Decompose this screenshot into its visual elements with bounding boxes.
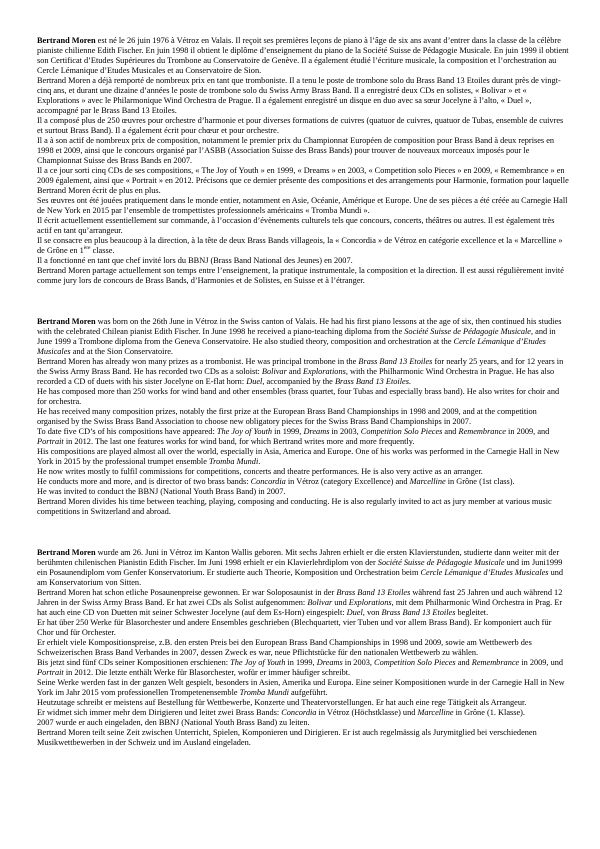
italic-text: Duel [246,377,263,386]
text-run: wurde am 26. Juni in Vétroz im Kanton Wallis geboren. Mit sechs Jahren erhielt er die ersten Klavierstunden, studierte dann weiter mit der berühmten chilenischen Pianistin Edith Fischer. Im Juni 1998 erhielt er ein Klavierlehrdiplom von der [37,548,560,567]
italic-text: Brass Band 13 Etoiles [381,608,456,617]
text-run: Bertrand Moren teilt seine Zeit zwischen Unterricht, Spielen, Komponieren und Dirigieren. Er ist auch regelmässig als Jurymitglied bei verschiedenen Musikwettbewerben in der Schweiz und im Ausland eingeladen. [37,728,537,747]
text-run: in 1999, [285,658,317,667]
italic-text: Bolivar [307,598,333,607]
paragraph [37,427,570,447]
text-run: Il a fonctionné en tant que chef invité lors du BBNJ (Brass Band National des Jeunes) en 2007. [37,256,353,265]
paragraph [37,487,570,497]
italic-text: Duel [346,608,363,617]
section-french [37,36,570,286]
paragraph [37,618,570,638]
text-run: in 1999, [272,427,304,436]
paragraph [37,467,570,477]
text-run: He conducts more and more, and is director of two brass bands: [37,477,251,486]
text-run: , and in June 1999 a Trombone diploma from the Geneva Conservatoire. He also studied theory, composition and orchestration at the [37,327,556,346]
bold-text: Bertrand Moren [37,317,96,326]
text-run: Er erhielt viele Kompositionspreise, z.B. den ersten Preis bei den European Brass Band Championships in 1998 und 2009, sowie am Wettbewerb des Schweizerischen Brass Band Verbandes in 2007, dessen Zweck es war, neue Pflichtstücke für den nationalen Wettbewerb zu wählen. [37,638,532,657]
italic-text: Brass Band 13 Etoiles [358,357,433,366]
paragraph [37,718,570,728]
text-run: . [258,457,261,466]
italic-text: Bolivar [261,367,287,376]
text-run: To date five CD’s of his compositions have appeared: [37,427,217,436]
text-run: und [332,598,349,607]
text-run: He was invited to conduct the BBNJ (National Youth Brass Band) in 2007. [37,487,286,496]
paragraph [37,166,570,196]
text-run: in 2012. The last one features works for wind band, for which Bertrand writes more and more frequently. [63,437,415,446]
italic-text: Cercle Lémanique d’Etudes Musicales [420,568,549,577]
paragraph [37,76,570,116]
paragraph [37,236,570,256]
text-run: Il écrit actuellement essentiellement sur commande, à l’occasion d’évènements culturels tels que concours, concerts, théâtres ou autres. Il est également très actif en tant qu’arrangeur. [37,216,555,235]
text-run: Il a composé plus de 250 œuvres pour orchestre d’harmonie et pour diverses formations de cuivres (quatuor de cuivres, quatuor de Tubas, ensemble de cuivres et surtout Brass Band). Il a également écrit pour chœur et pour orchestre. [37,116,564,135]
paragraph [37,638,570,658]
italic-text: Portrait [37,437,64,446]
text-run: and [286,367,303,376]
italic-text: The Joy of Youth [216,427,273,436]
paragraph [37,497,570,517]
text-run: und im Juni1999 ein Posaunendiplom vom Genfer Konservatorium. Er studierte auch Theorie, Komposition und Orchestration beim [37,558,563,577]
text-run: Il a à son actif de nombreux prix de composition, notamment le premier prix du Championnat Européen de composition pour Brass Band à deux reprises en 1998 et 2009, ainsi que le concours organisé par l’ASBB (Association Suisse des Brass Bands) pour trouver de nouveaux morceaux imposés pour le Championnat Suisse des Brass Bands en 2007. [37,136,555,165]
text-run: während fast 25 Jahren und auch während 12 Jahren in der Swiss Army Brass Band. Er hat zwei CDs als Solist aufgenommen: [37,588,563,607]
text-run: He has received many composition prizes, notably the first prize at the European Brass Band Championships in 1998 and 2009, and at the competition organised by the Swiss Brass Band Association to choose new obligatory pieces for the Swiss Brass Band Championships in 2007. [37,407,537,426]
text-run: Bis jetzt sind fünf CDs seiner Kompositionen erschienen: [37,658,231,667]
text-run: in 2012. Die letzte enthält Werke für Blasorchester, wofür er immer häufiger schreibt. [63,668,351,677]
text-run: , with the Philharmonic Wind Orchestra in Prague. He has also recorded a CD of duets with his sister Jocelyne on E-flat horn: [37,367,555,386]
italic-text: Explorations [348,598,392,607]
italic-text: Dreams [316,658,343,667]
paragraph [37,216,570,236]
italic-text: Société Suisse de Pédagogie Musicale [404,327,531,336]
text-run: He now writes mostly to fulfil commissions for competitions, concerts and theatre performances. He is also very active as an arranger. [37,467,483,476]
paragraph [37,708,570,718]
text-run: in Grône (1st class). [445,477,515,486]
text-run: Bertrand Moren a déjà remporté de nombreux prix en tant que tromboniste. Il a tenu le poste de trombone solo du Brass Band 13 Etoiles durant près de vingt-cinq ans, et durant une dizaine d’années le poste de trombone solo du Swiss Army Brass Band. Il a enregistré deux CDs en solistes, « Bolivar » et « Explorations » avec le Philarmonique Wind Orchestra de Prague. Il a également enregistré un disque en duo avec sa sœur Jocelyne à l’alto, « Duel », accompagné par le Brass Band 13 Etoiles. [37,76,561,115]
paragraph [37,387,570,407]
paragraph [37,678,570,698]
italic-text: Remembrance [471,658,520,667]
italic-text: Remembrance [458,427,506,436]
document-body [37,36,570,748]
paragraph [37,136,570,166]
italic-text: Concordia [281,708,317,717]
paragraph [37,728,570,748]
italic-text: Tromba Mundi [239,688,289,697]
italic-text: Marcelline [417,708,454,717]
paragraph [37,658,570,678]
text-run: in Vétroz (category Excellence) and [285,477,410,486]
section-german [37,548,570,748]
text-run: His compositions are played almost all over the world, especially in Asia, America and Europe. One of his works was performed in the Carnegie Hall in New York in 2015 by the professional trumpet ensemble [37,447,560,466]
italic-text: Tromba Mundi [209,457,259,466]
text-run: Heutzutage schreibt er meistens auf Bestellung für Wettbewerbe, Konzerte und Theatervorstellungen. Er hat auch eine rege Tätigkeit als Arrangeur. [37,698,527,707]
paragraph [37,36,570,76]
text-run: Seine Werke werden fast in der ganzen Welt gespielt, besonders in Asien, Amerika und Europa. Eine seiner Kompositionen wurde in der Carnegie Hall in New York im Jahr 2015 vom professionellen Trompetenensemble [37,678,565,697]
italic-text: Société Suisse de Pédagogie Musicale [377,558,505,567]
italic-text: Brass Band 13 Etoiles [336,588,411,597]
italic-text: Brass Band 13 Etoiles [334,377,409,386]
text-run: Ses œuvres ont été jouées pratiquement dans le monde entier, notamment en Asie, Océanie, Amérique et Europe. Une de ses pièces a été créée au Carnegie Hall de New York en 2015 par l’ensemble de trompettistes professionnels américains « Tromba Mundi ». [37,196,568,215]
text-run: Bertrand Moren divides his time between teaching, playing, composing and conducting. He is also regularly invited to act as jury member at various music competitions in Switzerland and abroad. [37,497,552,516]
text-run: und am Konservatorium von Sitten. [37,568,564,587]
italic-text: Cercle Lémanique d’Etudes Musicales [37,337,546,356]
text-run: Il se consacre en plus beaucoup à la direction, à la tête de deux Brass Bands villageois, la « Concordia » de Vétroz en catégorie excellence et la « Marcelline » de Grône en 1 [37,236,563,255]
paragraph [37,477,570,487]
text-run: and at the Sion Conservatoire. [70,347,173,356]
paragraph [37,116,570,136]
text-run: classe. [90,246,115,255]
text-run: was born on the 26th June in Vétroz in the Swiss canton of Valais. He had his first piano lessons at the age of six, then continued his studies with the celebrated Chilean pianist Edith Fischer. In June 1998 he received a piano-teaching diploma from the [37,317,562,336]
text-run: and [442,427,459,436]
text-run: Er hat über 250 Werke für Blasorchester und andere Ensembles geschrieben (Blechquartett, vier Tuben und vor allem Brass Band). Er komponiert auch für Chor und für Orchester. [37,618,552,637]
italic-text: Dreams [303,427,330,436]
text-run: , accompanied by the [262,377,335,386]
bold-text: Bertrand Moren [37,36,96,45]
section-english [37,317,570,517]
text-run: in Vétroz (Höchstklasse) und [316,708,418,717]
italic-text: Explorations [302,367,346,376]
text-run: in 2003, [342,658,375,667]
text-run: Bertrand Moren has already won many prizes as a trombonist. He was principal trombone in the [37,357,359,366]
italic-text: Competition Solo Pieces [374,658,456,667]
paragraph [37,357,570,387]
text-run: in 2003, [329,427,361,436]
text-run: He has composed more than 250 works for wind band and other ensembles (brass quartet, four Tubas and especially brass band). He also writes for choir and for orchestra. [37,387,560,406]
paragraph [37,196,570,216]
paragraph [37,407,570,427]
text-run: Bertrand Moren hat schon etliche Posaunenpreise gewonnen. Er war Soloposaunist in der [37,588,337,597]
italic-text: Concordia [250,477,286,486]
paragraph [37,447,570,467]
italic-text: Marcelline [409,477,446,486]
text-run: Er widmet sich immer mehr dem Dirigieren und leitet zwei Brass Bands: [37,708,282,717]
text-run: in 2009, und [519,658,564,667]
italic-text: Competition Solo Pieces [360,427,443,436]
italic-text: The Joy of Youth [230,658,286,667]
text-run: est né le 26 juin 1976 à Vétroz en Valais. Il reçoit ses premières leçons de piano à l’âge de six ans avant d’entrer dans la classe de la célèbre pianiste chilienne Edith Fischer. En juin 1998 il obtient le diplôme d’enseignement du piano de la Société Suisse de Pédagogie Musicale. En juin 1999 il obtient son Certificat d’Etudes Supérieures du Trombone au Conservatoire de Genève. Il a également étudié l’écriture musicale, la composition et l’orchestration au Cercle Lémanique d’Etudes Musicales et au Conservatoire de Sion. [37,36,569,75]
text-run: and [455,658,472,667]
text-run: in 2009, and [505,427,550,436]
text-run: 2007 wurde er auch eingeladen, den BBNJ (National Youth Brass Band) zu leiten. [37,718,310,727]
italic-text: Portrait [37,668,64,677]
text-run: for nearly 25 years, and for 12 years in the Swiss Army Brass Band. He has recorded two CDs as a soloist: [37,357,564,376]
paragraph [37,317,570,357]
bold-text: Bertrand Moren [37,548,96,557]
text-run: . [408,377,411,386]
text-run: in Grône (1. Klasse). [453,708,525,717]
paragraph [37,256,570,266]
text-run: , mit dem Philharmonic Wind Orchestra in Prag. Er hat auch eine CD von Duetten mit seiner Schwester Jocelyne (auf dem Es-Horn) eingespielt: [37,598,563,617]
text-run: begleitet. [455,608,489,617]
text-run: aufgeführt. [288,688,328,697]
text-run: Il a ce jour sorti cinq CDs de ses compositions, « The Joy of Youth » en 1999, « Dreams » en 2003, « Competition solo Pieces » en 2009, « Remembrance » en 2009 également, ainsi que « Portrait » en 2012. Précisons que ce dernier présente des compositions et des arrangements pour Harmonie, formation pour laquelle Bertrand Moren écrit de plus en plus. [37,166,569,195]
paragraph [37,588,570,618]
paragraph [37,698,570,708]
text-run: , von [362,608,382,617]
paragraph [37,548,570,588]
paragraph [37,266,570,286]
superscript-text: ère [83,245,91,252]
text-run: Bertrand Moren partage actuellement son temps entre l’enseignement, la pratique instrumentale, la composition et la direction. Il est aussi régulièrement invité comme jury lors de concours de Brass Bands, d’Harmonies et de Solistes, en Suisse et à l’étranger. [37,266,564,285]
